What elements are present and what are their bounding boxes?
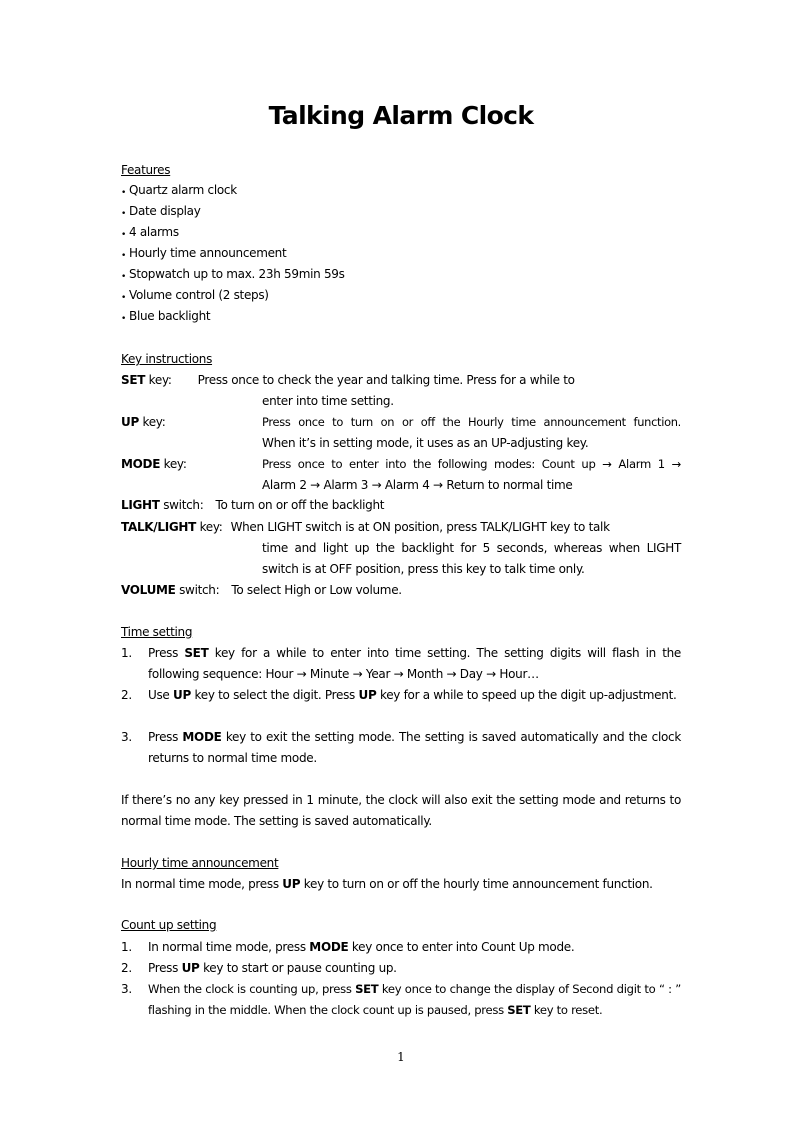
- talk-light-key-suffix: key:: [196, 520, 223, 534]
- time-step-text: Use UP key to select the digit. Press UP key for a while to speed up the digit up-adjustment.: [148, 688, 677, 702]
- time-step-text: Press SET key for a while to enter into time setting. The setting digits will flash in the following sequence: Hour → Minute → Year → Month → Day → Hour…: [148, 646, 681, 681]
- mode-key-desc-cont: Alarm 2 → Alarm 3 → Alarm 4 → Return to normal time: [262, 478, 573, 492]
- set-key-name: SET: [121, 373, 146, 387]
- time-setting-heading: Time setting: [121, 625, 193, 639]
- set-key-ref: SET: [184, 646, 209, 660]
- feature-item: • Stopwatch up to max. 23h 59min 59s: [121, 264, 345, 285]
- count-step-number: 2.: [121, 961, 132, 975]
- volume-switch-name: VOLUME: [121, 583, 176, 597]
- volume-switch-row: [121, 580, 402, 601]
- set-key-ref: SET: [355, 982, 379, 996]
- set-key-suffix: key:: [145, 373, 172, 387]
- hourly-text: In normal time mode, press UP key to turn on or off the hourly time announcement function.: [121, 877, 653, 891]
- mode-key-ref: MODE: [182, 730, 222, 744]
- feature-item: • Hourly time announcement: [121, 243, 345, 264]
- mode-key-name: MODE: [121, 457, 161, 471]
- up-key-desc-cont: When it’s in setting mode, it uses as an UP-adjusting key.: [262, 436, 589, 450]
- light-switch-name: LIGHT: [121, 498, 160, 512]
- feature-item: • Date display: [121, 201, 345, 222]
- time-setting-note: If there’s no any key pressed in 1 minute, the clock will also exit the setting mode and returns to normal time mode. The setting is saved automatically.: [121, 793, 681, 828]
- count-step-number: 3.: [121, 982, 132, 996]
- count-step-text: Press UP key to start or pause counting up.: [148, 961, 397, 975]
- count-step-text: When the clock is counting up, press SET key once to change the display of Second digit to “ : ” flashing in the middle. When the clock count up is paused, press SET key to reset.: [148, 982, 681, 1017]
- feature-item: • Blue backlight: [121, 306, 345, 327]
- page-number: 1: [397, 1050, 405, 1064]
- time-step-text: Press MODE key to exit the setting mode. The setting is saved automatically and the clock returns to normal time mode.: [148, 730, 681, 765]
- volume-switch-suffix: switch:: [175, 583, 220, 597]
- feature-item: • Volume control (2 steps): [121, 285, 345, 306]
- key-instructions-heading: Key instructions: [121, 352, 213, 366]
- talk-light-key-desc: When LIGHT switch is at ON position, press TALK/LIGHT key to talk: [230, 520, 610, 534]
- hourly-heading: Hourly time announcement: [121, 856, 279, 870]
- count-step-number: 1.: [121, 940, 132, 954]
- set-key-ref: SET: [507, 1003, 531, 1017]
- up-key-desc: Press once to turn on or off the Hourly time announcement function.: [262, 415, 681, 429]
- volume-switch-desc: To select High or Low volume.: [231, 583, 402, 597]
- talk-light-key-name: TALK/LIGHT: [121, 520, 197, 534]
- set-key-desc-cont: enter into time setting.: [262, 394, 394, 408]
- count-step-text: In normal time mode, press MODE key once to enter into Count Up mode.: [148, 940, 575, 954]
- document-title: Talking Alarm Clock: [268, 101, 534, 130]
- up-key-row: [121, 412, 165, 433]
- features-list: [121, 180, 345, 327]
- light-switch-row: [121, 495, 384, 516]
- mode-key-row: [121, 454, 187, 475]
- mode-key-desc: Press once to enter into the following modes: Count up → Alarm 1 →: [262, 457, 681, 471]
- time-step-number: 2.: [121, 688, 132, 702]
- talk-light-key-desc-cont2: switch is at OFF position, press this key to talk time only.: [262, 562, 585, 576]
- mode-key-ref: MODE: [309, 940, 349, 954]
- up-key-ref: UP: [173, 688, 191, 702]
- set-key-desc: Press once to check the year and talking time. Press for a while to: [197, 373, 575, 387]
- up-key-ref: UP: [181, 961, 200, 975]
- up-key-ref: UP: [358, 688, 377, 702]
- features-heading: Features: [121, 163, 171, 177]
- mode-key-suffix: key:: [160, 457, 187, 471]
- count-up-heading: Count up setting: [121, 918, 217, 932]
- talk-light-key-desc-cont: time and light up the backlight for 5 seconds, whereas when LIGHT: [262, 541, 681, 555]
- up-key-suffix: key:: [138, 415, 166, 429]
- time-step-number: 1.: [121, 646, 132, 660]
- light-switch-desc: To turn on or off the backlight: [215, 498, 385, 512]
- set-key-row: [121, 370, 613, 391]
- time-step-number: 3.: [121, 730, 132, 744]
- feature-item: • 4 alarms: [121, 222, 345, 243]
- feature-item: • Quartz alarm clock: [121, 180, 345, 201]
- light-switch-suffix: switch:: [159, 498, 204, 512]
- up-key-name: UP: [121, 415, 139, 429]
- talk-light-key-row: [121, 517, 610, 538]
- up-key-ref: UP: [282, 877, 301, 891]
